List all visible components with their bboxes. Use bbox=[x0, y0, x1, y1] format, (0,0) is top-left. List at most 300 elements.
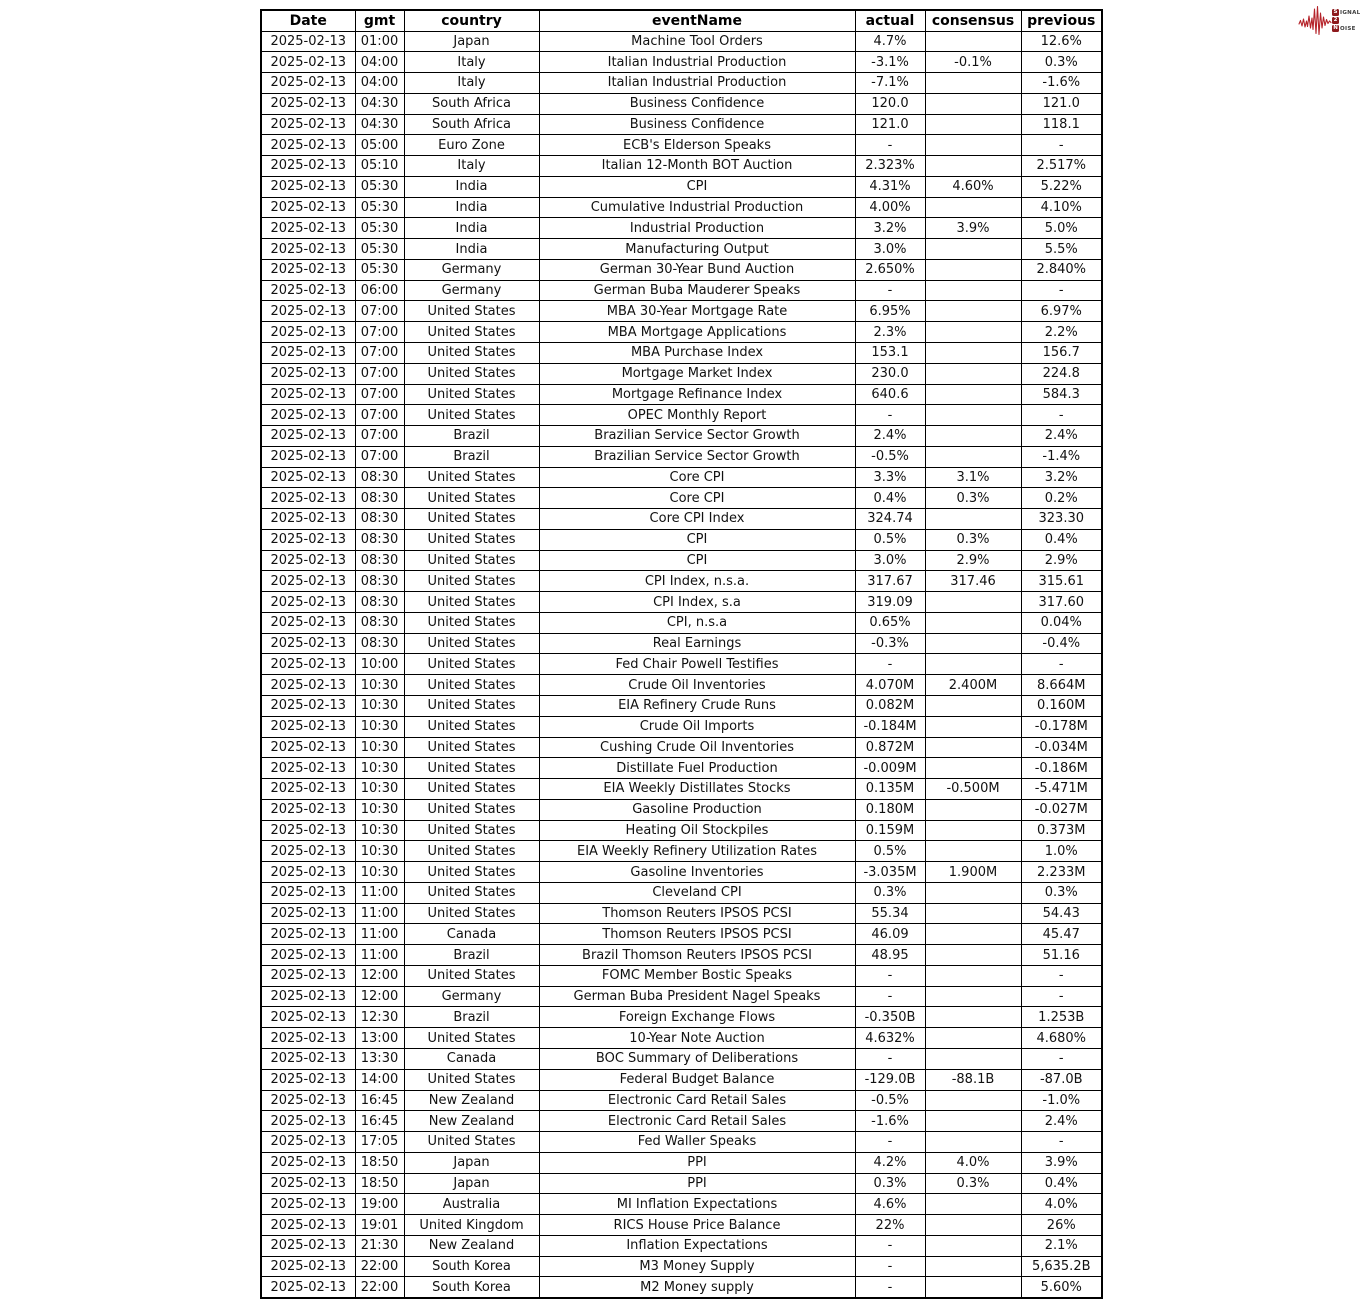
cell-previous: 0.4% bbox=[1021, 1173, 1102, 1194]
cell-gmt: 05:30 bbox=[355, 197, 404, 218]
cell-actual: - bbox=[855, 405, 925, 426]
cell-date: 2025-02-13 bbox=[261, 31, 355, 52]
table-row bbox=[261, 1090, 1102, 1111]
cell-actual: - bbox=[855, 280, 925, 301]
cell-date: 2025-02-13 bbox=[261, 862, 355, 883]
table-row bbox=[261, 965, 1102, 986]
cell-eventname: Mortgage Refinance Index bbox=[539, 384, 855, 405]
cell-country: India bbox=[404, 197, 539, 218]
table-row bbox=[261, 862, 1102, 883]
cell-previous: 4.0% bbox=[1021, 1194, 1102, 1215]
logo-signal-text: IGNAL bbox=[1340, 9, 1361, 16]
cell-consensus bbox=[925, 1111, 1021, 1132]
cell-country: United States bbox=[404, 405, 539, 426]
cell-previous: - bbox=[1021, 405, 1102, 426]
cell-country: United States bbox=[404, 550, 539, 571]
table-row bbox=[261, 488, 1102, 509]
cell-date: 2025-02-13 bbox=[261, 612, 355, 633]
cell-eventname: Brazil Thomson Reuters IPSOS PCSI bbox=[539, 945, 855, 966]
cell-eventname: MBA 30-Year Mortgage Rate bbox=[539, 301, 855, 322]
cell-gmt: 04:00 bbox=[355, 73, 404, 94]
cell-previous: - bbox=[1021, 1132, 1102, 1153]
table-row bbox=[261, 1049, 1102, 1070]
cell-previous: -87.0B bbox=[1021, 1069, 1102, 1090]
table-row bbox=[261, 322, 1102, 343]
signal2noise-logo bbox=[1298, 4, 1362, 42]
cell-previous: 315.61 bbox=[1021, 571, 1102, 592]
cell-previous: - bbox=[1021, 135, 1102, 156]
cell-country: United States bbox=[404, 363, 539, 384]
header-row bbox=[261, 10, 1102, 31]
cell-date: 2025-02-13 bbox=[261, 820, 355, 841]
cell-actual: 0.180M bbox=[855, 799, 925, 820]
cell-consensus: 0.3% bbox=[925, 1173, 1021, 1194]
cell-consensus bbox=[925, 342, 1021, 363]
cell-previous: 584.3 bbox=[1021, 384, 1102, 405]
cell-eventname: MBA Purchase Index bbox=[539, 342, 855, 363]
cell-date: 2025-02-13 bbox=[261, 1132, 355, 1153]
cell-actual: 2.650% bbox=[855, 259, 925, 280]
cell-actual: - bbox=[855, 1132, 925, 1153]
cell-eventname: Distillate Fuel Production bbox=[539, 758, 855, 779]
cell-date: 2025-02-13 bbox=[261, 675, 355, 696]
logo-line-noise bbox=[1332, 25, 1360, 32]
cell-gmt: 18:50 bbox=[355, 1173, 404, 1194]
cell-gmt: 10:30 bbox=[355, 675, 404, 696]
cell-consensus bbox=[925, 197, 1021, 218]
cell-actual: -0.3% bbox=[855, 633, 925, 654]
cell-actual: 0.159M bbox=[855, 820, 925, 841]
cell-previous: 5.22% bbox=[1021, 176, 1102, 197]
cell-eventname: German Buba Mauderer Speaks bbox=[539, 280, 855, 301]
table-row bbox=[261, 93, 1102, 114]
cell-actual: 4.6% bbox=[855, 1194, 925, 1215]
cell-eventname: FOMC Member Bostic Speaks bbox=[539, 965, 855, 986]
cell-gmt: 11:00 bbox=[355, 924, 404, 945]
cell-country: United States bbox=[404, 696, 539, 717]
cell-consensus bbox=[925, 114, 1021, 135]
cell-actual: 0.872M bbox=[855, 737, 925, 758]
cell-date: 2025-02-13 bbox=[261, 259, 355, 280]
cell-eventname: EIA Refinery Crude Runs bbox=[539, 696, 855, 717]
cell-actual: - bbox=[855, 1277, 925, 1298]
cell-actual: 230.0 bbox=[855, 363, 925, 384]
cell-consensus bbox=[925, 654, 1021, 675]
header-cell-consensus: consensus bbox=[925, 10, 1021, 31]
cell-eventname: CPI bbox=[539, 529, 855, 550]
cell-actual: - bbox=[855, 1256, 925, 1277]
cell-previous: 4.10% bbox=[1021, 197, 1102, 218]
cell-consensus bbox=[925, 696, 1021, 717]
cell-country: United States bbox=[404, 612, 539, 633]
cell-actual: -1.6% bbox=[855, 1111, 925, 1132]
cell-actual: -129.0B bbox=[855, 1069, 925, 1090]
cell-country: United States bbox=[404, 1132, 539, 1153]
cell-previous: -0.186M bbox=[1021, 758, 1102, 779]
cell-actual: 4.7% bbox=[855, 31, 925, 52]
cell-previous: 0.4% bbox=[1021, 529, 1102, 550]
cell-previous: 51.16 bbox=[1021, 945, 1102, 966]
table-row bbox=[261, 758, 1102, 779]
cell-previous: 156.7 bbox=[1021, 342, 1102, 363]
cell-actual: 120.0 bbox=[855, 93, 925, 114]
cell-eventname: Manufacturing Output bbox=[539, 239, 855, 260]
cell-country: United States bbox=[404, 820, 539, 841]
table-row bbox=[261, 841, 1102, 862]
cell-consensus bbox=[925, 924, 1021, 945]
cell-country: United States bbox=[404, 301, 539, 322]
cell-eventname: Gasoline Inventories bbox=[539, 862, 855, 883]
cell-consensus bbox=[925, 1277, 1021, 1298]
cell-gmt: 11:00 bbox=[355, 882, 404, 903]
cell-eventname: EIA Weekly Distillates Stocks bbox=[539, 779, 855, 800]
cell-eventname: OPEC Monthly Report bbox=[539, 405, 855, 426]
cell-actual: -3.1% bbox=[855, 52, 925, 73]
cell-date: 2025-02-13 bbox=[261, 1256, 355, 1277]
cell-gmt: 05:10 bbox=[355, 156, 404, 177]
table-row bbox=[261, 114, 1102, 135]
cell-country: United States bbox=[404, 592, 539, 613]
table-row bbox=[261, 467, 1102, 488]
cell-date: 2025-02-13 bbox=[261, 924, 355, 945]
cell-country: United States bbox=[404, 675, 539, 696]
cell-previous: -0.034M bbox=[1021, 737, 1102, 758]
cell-previous: 0.04% bbox=[1021, 612, 1102, 633]
cell-date: 2025-02-13 bbox=[261, 550, 355, 571]
cell-gmt: 05:30 bbox=[355, 239, 404, 260]
cell-date: 2025-02-13 bbox=[261, 945, 355, 966]
cell-gmt: 05:30 bbox=[355, 259, 404, 280]
table-row bbox=[261, 592, 1102, 613]
cell-previous: 2.840% bbox=[1021, 259, 1102, 280]
header-cell-eventname: eventName bbox=[539, 10, 855, 31]
table-row bbox=[261, 1194, 1102, 1215]
cell-eventname: Thomson Reuters IPSOS PCSI bbox=[539, 903, 855, 924]
cell-date: 2025-02-13 bbox=[261, 716, 355, 737]
cell-gmt: 08:30 bbox=[355, 509, 404, 530]
cell-gmt: 07:00 bbox=[355, 426, 404, 447]
cell-country: United States bbox=[404, 467, 539, 488]
cell-gmt: 05:30 bbox=[355, 176, 404, 197]
cell-previous: -1.4% bbox=[1021, 446, 1102, 467]
cell-country: Brazil bbox=[404, 1007, 539, 1028]
table-row bbox=[261, 280, 1102, 301]
cell-country: United States bbox=[404, 654, 539, 675]
table-row bbox=[261, 716, 1102, 737]
cell-consensus bbox=[925, 31, 1021, 52]
cell-previous: 2.2% bbox=[1021, 322, 1102, 343]
cell-actual: -0.009M bbox=[855, 758, 925, 779]
cell-consensus bbox=[925, 446, 1021, 467]
table-row bbox=[261, 1152, 1102, 1173]
cell-actual: 6.95% bbox=[855, 301, 925, 322]
cell-consensus bbox=[925, 965, 1021, 986]
cell-gmt: 07:00 bbox=[355, 446, 404, 467]
cell-actual: -0.184M bbox=[855, 716, 925, 737]
table-row bbox=[261, 384, 1102, 405]
cell-date: 2025-02-13 bbox=[261, 737, 355, 758]
logo-line-signal bbox=[1332, 9, 1360, 16]
cell-actual: -0.5% bbox=[855, 446, 925, 467]
table-row bbox=[261, 550, 1102, 571]
cell-consensus bbox=[925, 799, 1021, 820]
cell-eventname: Cumulative Industrial Production bbox=[539, 197, 855, 218]
cell-date: 2025-02-13 bbox=[261, 176, 355, 197]
cell-gmt: 11:00 bbox=[355, 903, 404, 924]
cell-previous: 1.0% bbox=[1021, 841, 1102, 862]
cell-previous: 0.3% bbox=[1021, 52, 1102, 73]
cell-date: 2025-02-13 bbox=[261, 218, 355, 239]
cell-consensus bbox=[925, 301, 1021, 322]
cell-consensus: 2.400M bbox=[925, 675, 1021, 696]
cell-country: United States bbox=[404, 571, 539, 592]
cell-eventname: CPI Index, s.a bbox=[539, 592, 855, 613]
cell-actual: 640.6 bbox=[855, 384, 925, 405]
cell-country: New Zealand bbox=[404, 1235, 539, 1256]
cell-eventname: EIA Weekly Refinery Utilization Rates bbox=[539, 841, 855, 862]
cell-date: 2025-02-13 bbox=[261, 841, 355, 862]
cell-consensus bbox=[925, 945, 1021, 966]
cell-date: 2025-02-13 bbox=[261, 384, 355, 405]
cell-eventname: Electronic Card Retail Sales bbox=[539, 1111, 855, 1132]
cell-gmt: 16:45 bbox=[355, 1090, 404, 1111]
cell-country: United States bbox=[404, 322, 539, 343]
cell-consensus bbox=[925, 716, 1021, 737]
cell-actual: 153.1 bbox=[855, 342, 925, 363]
cell-consensus: 4.60% bbox=[925, 176, 1021, 197]
cell-previous: 2.9% bbox=[1021, 550, 1102, 571]
cell-consensus bbox=[925, 612, 1021, 633]
cell-previous: 0.3% bbox=[1021, 882, 1102, 903]
cell-date: 2025-02-13 bbox=[261, 1069, 355, 1090]
cell-date: 2025-02-13 bbox=[261, 571, 355, 592]
cell-actual: 0.65% bbox=[855, 612, 925, 633]
table-row bbox=[261, 31, 1102, 52]
cell-eventname: CPI Index, n.s.a. bbox=[539, 571, 855, 592]
cell-actual: 55.34 bbox=[855, 903, 925, 924]
cell-date: 2025-02-13 bbox=[261, 156, 355, 177]
cell-actual: 121.0 bbox=[855, 114, 925, 135]
cell-previous: 317.60 bbox=[1021, 592, 1102, 613]
cell-eventname: Thomson Reuters IPSOS PCSI bbox=[539, 924, 855, 945]
cell-date: 2025-02-13 bbox=[261, 654, 355, 675]
cell-actual: 0.3% bbox=[855, 1173, 925, 1194]
cell-gmt: 01:00 bbox=[355, 31, 404, 52]
cell-eventname: Machine Tool Orders bbox=[539, 31, 855, 52]
cell-gmt: 07:00 bbox=[355, 405, 404, 426]
cell-gmt: 08:30 bbox=[355, 488, 404, 509]
cell-consensus bbox=[925, 239, 1021, 260]
cell-date: 2025-02-13 bbox=[261, 93, 355, 114]
cell-previous: -0.027M bbox=[1021, 799, 1102, 820]
cell-gmt: 04:00 bbox=[355, 52, 404, 73]
table-row bbox=[261, 945, 1102, 966]
cell-country: United States bbox=[404, 841, 539, 862]
cell-eventname: Brazilian Service Sector Growth bbox=[539, 446, 855, 467]
cell-eventname: Business Confidence bbox=[539, 114, 855, 135]
cell-actual: 3.2% bbox=[855, 218, 925, 239]
table-row bbox=[261, 1235, 1102, 1256]
table-row bbox=[261, 696, 1102, 717]
cell-actual: 0.135M bbox=[855, 779, 925, 800]
table-row bbox=[261, 799, 1102, 820]
cell-previous: 323.30 bbox=[1021, 509, 1102, 530]
cell-actual: - bbox=[855, 654, 925, 675]
cell-gmt: 07:00 bbox=[355, 363, 404, 384]
cell-eventname: 10-Year Note Auction bbox=[539, 1028, 855, 1049]
cell-eventname: Brazilian Service Sector Growth bbox=[539, 426, 855, 447]
cell-date: 2025-02-13 bbox=[261, 280, 355, 301]
cell-eventname: German 30-Year Bund Auction bbox=[539, 259, 855, 280]
cell-gmt: 10:30 bbox=[355, 862, 404, 883]
cell-consensus bbox=[925, 1090, 1021, 1111]
cell-date: 2025-02-13 bbox=[261, 363, 355, 384]
header-cell-gmt: gmt bbox=[355, 10, 404, 31]
cell-gmt: 07:00 bbox=[355, 384, 404, 405]
cell-actual: 4.070M bbox=[855, 675, 925, 696]
cell-consensus: 3.9% bbox=[925, 218, 1021, 239]
cell-country: United Kingdom bbox=[404, 1215, 539, 1236]
cell-eventname: Italian Industrial Production bbox=[539, 73, 855, 94]
table-row bbox=[261, 1215, 1102, 1236]
cell-consensus bbox=[925, 986, 1021, 1007]
cell-date: 2025-02-13 bbox=[261, 52, 355, 73]
cell-gmt: 07:00 bbox=[355, 322, 404, 343]
cell-previous: - bbox=[1021, 654, 1102, 675]
cell-previous: -0.4% bbox=[1021, 633, 1102, 654]
cell-country: Euro Zone bbox=[404, 135, 539, 156]
cell-country: United States bbox=[404, 758, 539, 779]
cell-date: 2025-02-13 bbox=[261, 1152, 355, 1173]
cell-date: 2025-02-13 bbox=[261, 696, 355, 717]
cell-actual: 0.5% bbox=[855, 841, 925, 862]
cell-consensus: 0.3% bbox=[925, 488, 1021, 509]
table-row bbox=[261, 426, 1102, 447]
cell-gmt: 06:00 bbox=[355, 280, 404, 301]
cell-country: India bbox=[404, 239, 539, 260]
cell-country: Italy bbox=[404, 73, 539, 94]
cell-gmt: 10:30 bbox=[355, 758, 404, 779]
table-row bbox=[261, 1132, 1102, 1153]
cell-eventname: Foreign Exchange Flows bbox=[539, 1007, 855, 1028]
cell-consensus bbox=[925, 1028, 1021, 1049]
cell-gmt: 04:30 bbox=[355, 93, 404, 114]
table-row bbox=[261, 1256, 1102, 1277]
table-row bbox=[261, 73, 1102, 94]
cell-eventname: Crude Oil Imports bbox=[539, 716, 855, 737]
cell-previous: 121.0 bbox=[1021, 93, 1102, 114]
table-row bbox=[261, 259, 1102, 280]
cell-previous: 2.517% bbox=[1021, 156, 1102, 177]
cell-country: Brazil bbox=[404, 446, 539, 467]
cell-actual: 0.3% bbox=[855, 882, 925, 903]
cell-consensus bbox=[925, 384, 1021, 405]
cell-gmt: 07:00 bbox=[355, 342, 404, 363]
table-row bbox=[261, 675, 1102, 696]
cell-consensus: 317.46 bbox=[925, 571, 1021, 592]
cell-country: New Zealand bbox=[404, 1111, 539, 1132]
table-row bbox=[261, 529, 1102, 550]
cell-country: South Africa bbox=[404, 93, 539, 114]
cell-date: 2025-02-13 bbox=[261, 1215, 355, 1236]
table-row bbox=[261, 301, 1102, 322]
cell-country: Canada bbox=[404, 924, 539, 945]
cell-country: Brazil bbox=[404, 426, 539, 447]
cell-previous: 5,635.2B bbox=[1021, 1256, 1102, 1277]
cell-actual: 0.082M bbox=[855, 696, 925, 717]
cell-consensus bbox=[925, 1215, 1021, 1236]
cell-consensus: 2.9% bbox=[925, 550, 1021, 571]
cell-country: India bbox=[404, 176, 539, 197]
cell-consensus bbox=[925, 156, 1021, 177]
cell-consensus bbox=[925, 1194, 1021, 1215]
cell-gmt: 16:45 bbox=[355, 1111, 404, 1132]
cell-actual: 324.74 bbox=[855, 509, 925, 530]
economic-calendar-table bbox=[260, 9, 1103, 1299]
cell-date: 2025-02-13 bbox=[261, 467, 355, 488]
cell-eventname: Industrial Production bbox=[539, 218, 855, 239]
cell-gmt: 10:30 bbox=[355, 696, 404, 717]
table-row bbox=[261, 820, 1102, 841]
cell-date: 2025-02-13 bbox=[261, 197, 355, 218]
cell-actual: 2.3% bbox=[855, 322, 925, 343]
cell-previous: -0.178M bbox=[1021, 716, 1102, 737]
cell-date: 2025-02-13 bbox=[261, 1111, 355, 1132]
table-body bbox=[261, 31, 1102, 1298]
cell-actual: 2.323% bbox=[855, 156, 925, 177]
cell-eventname: M3 Money Supply bbox=[539, 1256, 855, 1277]
cell-consensus: -88.1B bbox=[925, 1069, 1021, 1090]
cell-actual: 48.95 bbox=[855, 945, 925, 966]
table-row bbox=[261, 52, 1102, 73]
cell-actual: 3.0% bbox=[855, 550, 925, 571]
cell-country: United States bbox=[404, 488, 539, 509]
cell-gmt: 12:00 bbox=[355, 986, 404, 1007]
cell-gmt: 10:30 bbox=[355, 799, 404, 820]
cell-eventname: Cushing Crude Oil Inventories bbox=[539, 737, 855, 758]
cell-country: United States bbox=[404, 633, 539, 654]
cell-gmt: 19:00 bbox=[355, 1194, 404, 1215]
cell-eventname: Real Earnings bbox=[539, 633, 855, 654]
cell-consensus: 0.3% bbox=[925, 529, 1021, 550]
cell-previous: 5.5% bbox=[1021, 239, 1102, 260]
table-row bbox=[261, 176, 1102, 197]
cell-previous: 3.9% bbox=[1021, 1152, 1102, 1173]
logo-s-badge: S bbox=[1333, 9, 1338, 15]
cell-eventname: PPI bbox=[539, 1152, 855, 1173]
cell-gmt: 21:30 bbox=[355, 1235, 404, 1256]
cell-consensus bbox=[925, 259, 1021, 280]
logo-line-two bbox=[1332, 17, 1360, 24]
cell-actual: 3.0% bbox=[855, 239, 925, 260]
cell-country: United States bbox=[404, 1028, 539, 1049]
cell-previous: 3.2% bbox=[1021, 467, 1102, 488]
table-row bbox=[261, 1069, 1102, 1090]
cell-eventname: RICS House Price Balance bbox=[539, 1215, 855, 1236]
cell-gmt: 08:30 bbox=[355, 467, 404, 488]
cell-previous: - bbox=[1021, 1049, 1102, 1070]
table-row bbox=[261, 654, 1102, 675]
cell-previous: 1.253B bbox=[1021, 1007, 1102, 1028]
table-row bbox=[261, 135, 1102, 156]
cell-eventname: Inflation Expectations bbox=[539, 1235, 855, 1256]
cell-date: 2025-02-13 bbox=[261, 1090, 355, 1111]
cell-eventname: Gasoline Production bbox=[539, 799, 855, 820]
cell-actual: 22% bbox=[855, 1215, 925, 1236]
table-row bbox=[261, 446, 1102, 467]
cell-country: United States bbox=[404, 1069, 539, 1090]
cell-date: 2025-02-13 bbox=[261, 322, 355, 343]
